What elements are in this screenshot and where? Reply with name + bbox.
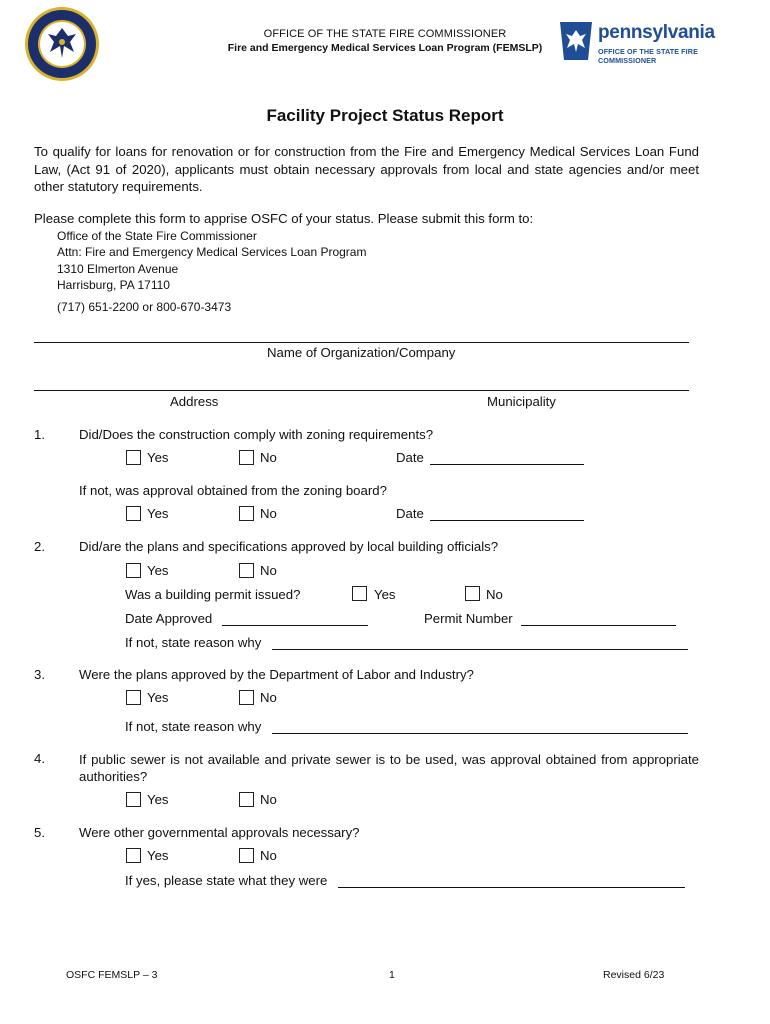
mail-address-line: Office of the State Fire Commissioner xyxy=(57,229,257,243)
no-label: No xyxy=(260,563,277,578)
mail-address-line: 1310 Elmerton Avenue xyxy=(57,262,179,276)
q1b-no-checkbox[interactable] xyxy=(239,506,254,521)
reason-label: If not, state reason why xyxy=(125,635,262,650)
q2-reason-field[interactable] xyxy=(272,649,688,650)
q1b-date-field[interactable] xyxy=(430,520,584,521)
keystone-icon xyxy=(558,20,594,64)
question-text: Were other governmental approvals necessary? xyxy=(79,825,360,840)
permit-number-label: Permit Number xyxy=(424,611,513,626)
q1-yes-checkbox[interactable] xyxy=(126,450,141,465)
no-label: No xyxy=(260,450,277,465)
date-approved-label: Date Approved xyxy=(125,611,213,626)
no-label: No xyxy=(486,587,503,602)
yes-label: Yes xyxy=(147,792,169,807)
question-subtext: Was a building permit issued? xyxy=(125,587,301,602)
no-label: No xyxy=(260,690,277,705)
mail-address-line: Harrisburg, PA 17110 xyxy=(57,278,170,292)
yes-label: Yes xyxy=(147,506,169,521)
permit-yes-checkbox[interactable] xyxy=(352,586,367,601)
no-label: No xyxy=(260,506,277,521)
address-label: Address xyxy=(170,394,219,409)
no-label: No xyxy=(260,792,277,807)
question-number: 2. xyxy=(34,539,45,554)
municipality-label: Municipality xyxy=(487,394,556,409)
approvals-label: If yes, please state what they were xyxy=(125,873,328,888)
date-label: Date xyxy=(396,450,424,465)
question-text: Did/are the plans and specifications approved by local building officials? xyxy=(79,539,499,554)
phone-numbers: (717) 651-2200 or 800-670-3473 xyxy=(57,300,232,314)
question-number: 3. xyxy=(34,667,45,682)
q4-yes-checkbox[interactable] xyxy=(126,792,141,807)
date-label: Date xyxy=(396,506,424,521)
question-text: If public sewer is not available and private sewer is to be used, was approval obtained from appropriate authorities? xyxy=(79,752,699,784)
q3-reason-field[interactable] xyxy=(272,733,688,734)
yes-label: Yes xyxy=(147,563,169,578)
submit-instruction: Please complete this form to apprise OSFC of your status. Please submit this form to: xyxy=(34,211,534,226)
q1b-yes-checkbox[interactable] xyxy=(126,506,141,521)
question-subtext: If not, was approval obtained from the zoning board? xyxy=(79,483,387,498)
organization-label: Name of Organization/Company xyxy=(267,345,456,360)
question-number: 4. xyxy=(34,751,45,766)
footer-form-id: OSFC FEMSLP – 3 xyxy=(66,969,158,981)
q3-yes-checkbox[interactable] xyxy=(126,690,141,705)
yes-label: Yes xyxy=(147,450,169,465)
q5-no-checkbox[interactable] xyxy=(239,848,254,863)
header-office: OFFICE OF THE STATE FIRE COMMISSIONER xyxy=(263,28,507,40)
footer-page-number: 1 xyxy=(389,969,395,981)
intro-paragraph: To qualify for loans for renovation or for construction from the Fire and Emergency Medical Services Loan Fund Law, (Act 91 of 2020), applicants must obtain necessary approvals from local and state agencies and/or meet other statutory requirements. xyxy=(34,144,699,194)
q5-yes-checkbox[interactable] xyxy=(126,848,141,863)
permit-no-checkbox[interactable] xyxy=(465,586,480,601)
pa-logo-subtitle: OFFICE OF THE STATE FIRE COMMISSIONER xyxy=(598,47,698,65)
date-approved-field[interactable] xyxy=(222,625,368,626)
yes-label: Yes xyxy=(147,848,169,863)
yes-label: Yes xyxy=(374,587,396,602)
no-label: No xyxy=(260,848,277,863)
organization-field[interactable] xyxy=(34,342,689,343)
question-number: 1. xyxy=(34,427,45,442)
reason-label: If not, state reason why xyxy=(125,719,262,734)
page-title: Facility Project Status Report xyxy=(266,106,504,125)
q2-yes-checkbox[interactable] xyxy=(126,563,141,578)
yes-label: Yes xyxy=(147,690,169,705)
permit-number-field[interactable] xyxy=(521,625,676,626)
q1-no-checkbox[interactable] xyxy=(239,450,254,465)
q1-date-field[interactable] xyxy=(430,464,584,465)
address-municipality-field[interactable] xyxy=(34,390,689,391)
header-program: Fire and Emergency Medical Services Loan Program (FEMSLP) xyxy=(227,42,543,54)
pa-logo xyxy=(556,18,752,66)
mail-address-line: Attn: Fire and Emergency Medical Services Loan Program xyxy=(57,245,367,259)
question-text: Did/Does the construction comply with zoning requirements? xyxy=(79,427,434,442)
q3-no-checkbox[interactable] xyxy=(239,690,254,705)
q2-no-checkbox[interactable] xyxy=(239,563,254,578)
q4-no-checkbox[interactable] xyxy=(239,792,254,807)
q5-approvals-field[interactable] xyxy=(338,887,685,888)
pa-logo-word: pennsylvania xyxy=(598,22,715,43)
question-number: 5. xyxy=(34,825,45,840)
question-text: Were the plans approved by the Department of Labor and Industry? xyxy=(79,667,474,682)
footer-revised: Revised 6/23 xyxy=(603,969,665,981)
